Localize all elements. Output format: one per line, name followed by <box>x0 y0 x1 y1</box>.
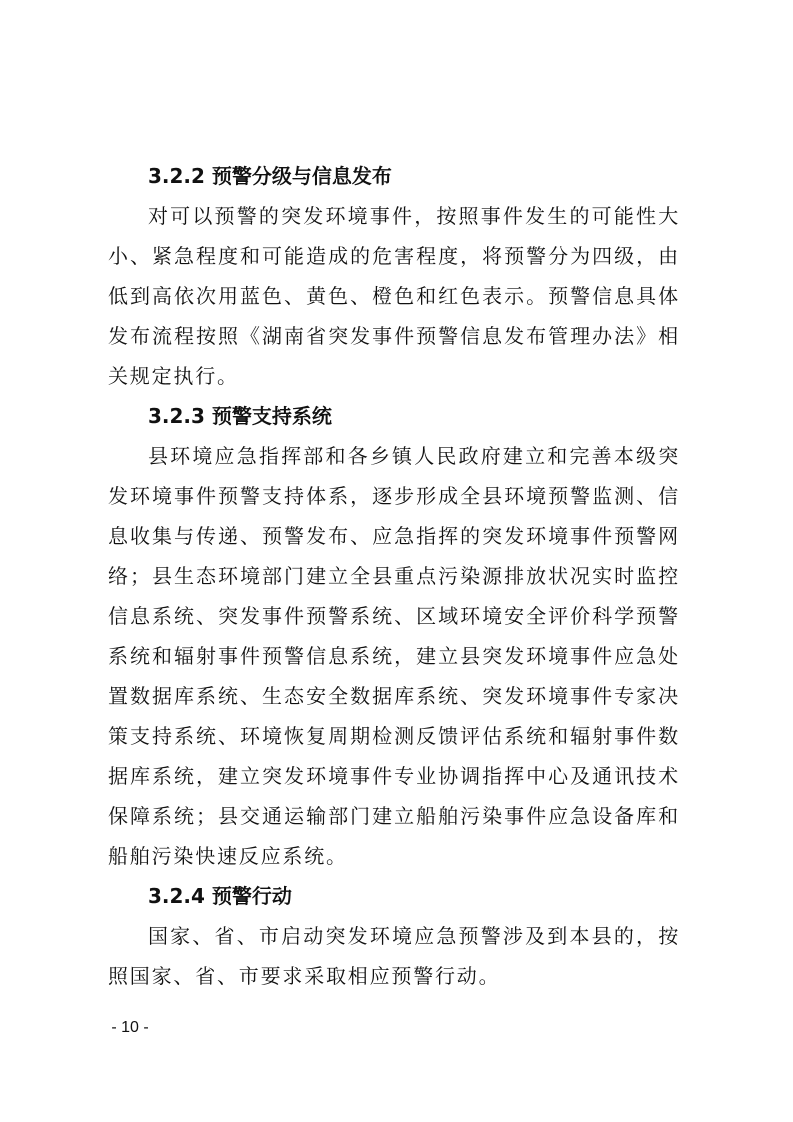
section-heading-3-2-3: 3.2.3 预警支持系统 <box>148 404 332 428</box>
section-heading-3-2-2: 3.2.2 预警分级与信息发布 <box>148 164 392 188</box>
section-paragraph-3-2-4: 国家、省、市启动突发环境应急预警涉及到本县的，按照国家、省、市要求采取相应预警行动。 <box>108 924 680 988</box>
page-number: - 10 - <box>111 1019 149 1036</box>
section-heading-3-2-4: 3.2.4 预警行动 <box>148 884 292 908</box>
section-paragraph-3-2-3: 县环境应急指挥部和各乡镇人民政府建立和完善本级突发环境事件预警支持体系，逐步形成全县环境预警监测、信息收集与传递、预警发布、应急指挥的突发环境事件预警网络；县生态环境部门建立全县重点污染源排放状况实时监控信息系统、突发事件预警系统、区域环境安全评价科学预警系统和辐射事件预警信息系统，建立县突发环境事件应急处置数据库系统、生态安全数据库系统、突发环境事件专家决策支持系统、环境恢复周期检测反馈评估系统和辐射事件数据库系统，建立突发环境事件专业协调指挥中心及通讯技术保障系统；县交通运输部门建立船舶污染事件应急设备库和船舶污染快速反应系统。 <box>108 444 680 868</box>
section-paragraph-3-2-2: 对可以预警的突发环境事件，按照事件发生的可能性大小、紧急程度和可能造成的危害程度，将预警分为四级，由低到高依次用蓝色、黄色、橙色和红色表示。预警信息具体发布流程按照《湖南省突发事件预警信息发布管理办法》相关规定执行。 <box>108 204 680 388</box>
